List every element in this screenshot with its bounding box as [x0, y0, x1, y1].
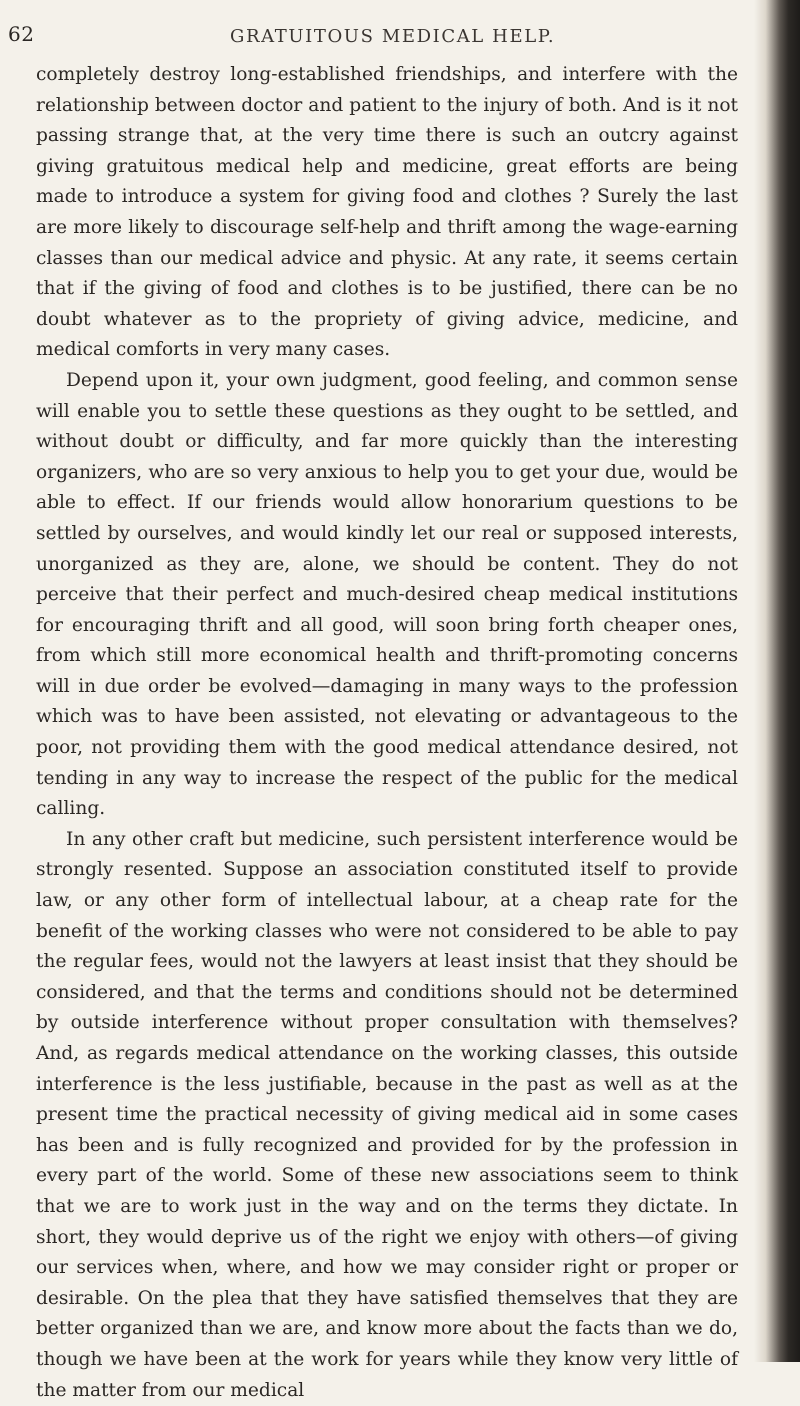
paragraph: completely destroy long-established friendships, and interfere with the relationship between doctor and patient to the injury of both. And is it not passing strange that, at the very time there is such an outcry against giving gratuitous medical help and medicine, great efforts are being made to introduce a system for giving food and clothes ? Surely the last are more likely to discourage self-help and thrift among the wage-earning classes than our medical advice and physic. At any rate, it seems certain that if the giving of food and clothes is to be justified, there can be no doubt whatever as to the propriety of giving advice, medicine, and medical comforts in very many cases.	[36, 64, 738, 361]
page-header	[0, 20, 760, 60]
page-number: 62	[8, 22, 35, 46]
page-binding-edge	[754, 0, 800, 1362]
paragraph: Depend upon it, your own judgment, good feeling, and common sense will enable you to settle these questions as they ought to be settled, and without doubt or difficulty, and far more quickly than the interesting organizers, who are so very anxious to help you to get your due, would be able to effect. If our friends would allow honorarium questions to be settled by ourselves, and would kindly let our real or supposed interests, unorganized as they are, alone, we should be content. They do not perceive that their perfect and much-desired cheap medical institutions for encouraging thrift and all good, will soon bring forth cheaper ones, from which still more economical health and thrift-promoting concerns will in due order be evolved—damaging in many ways to the profession which was to have been assisted, not elevating or advantageous to the poor, not providing them with the good medical attendance desired, not tending in any way to increase the respect of the public for the medical calling.	[36, 369, 738, 820]
running-head: GRATUITOUS MEDICAL HELP.	[230, 26, 556, 47]
paragraph: In any other craft but medicine, such persistent interference would be strongly resented. Suppose an association constituted itself to provide law, or any other form of intellectual labour, at a cheap rate for the benefit of the working classes who were not considered to be able to pay the regular fees, would not the lawyers at least insist that they should be considered, and that the terms and conditions should not be determined by outside interference without proper consultation with themselves? And, as regards medical attendance on the working classes, this outside interference is the less justifiable, because in the past as well as at the present time the practical necessity of giving medical aid in some cases has been and is fully recognized and provided for by the profession in every part of the world. Some of these new associations seem to think that we are to work just in the way and on the terms they dictate. In short, they would deprive us of the right we enjoy with others—of giving our services when, where, and how we may consider right or proper or desirable. On the plea that they have satisfied themselves that they are better organized than we are, and know more about the facts than we do, though we have been at the work for years while they know very little of the matter from our medical	[36, 828, 738, 1401]
body-text	[36, 60, 738, 1406]
